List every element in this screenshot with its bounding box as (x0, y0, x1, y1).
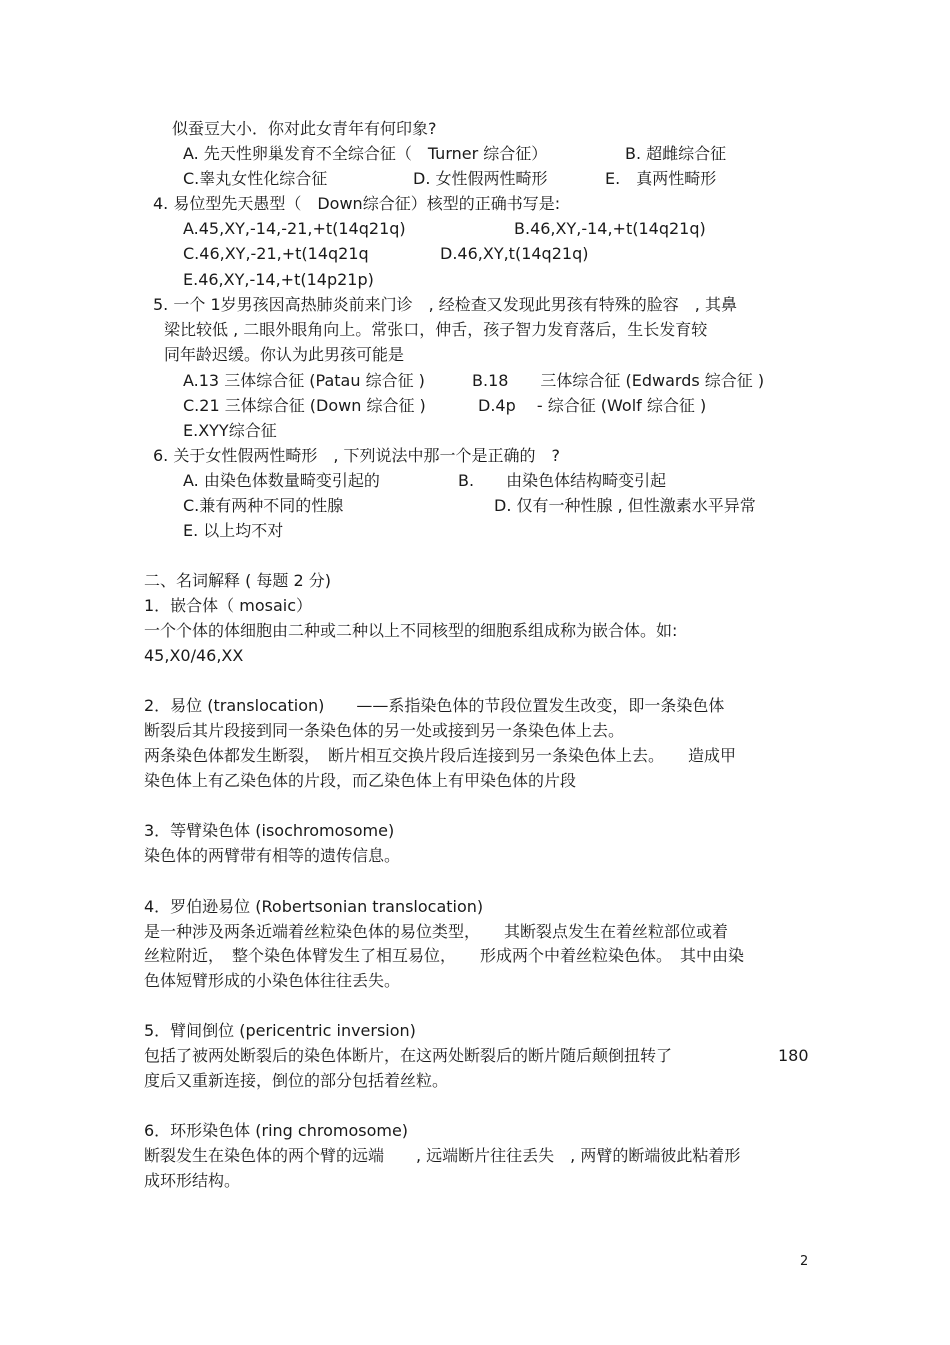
q3-stem-continuation: 似蚕豆大小．你对此女青年有何印象? (172, 119, 437, 138)
term4-definition-line3: 色体短臂形成的小染色体往往丢失。 (144, 971, 401, 990)
term6-title: 6．环形染色体 (ring chromosome) (144, 1121, 409, 1140)
term1-definition-line2: 45,X0/46,XX (144, 646, 244, 665)
q5-option-d: D.4p - 综合征 (Wolf 综合征 ) (478, 396, 707, 415)
q3-option-b: B. 超雌综合征 (625, 144, 727, 163)
q6-option-b: B. 由染色体结构畸变引起 (458, 471, 667, 490)
term5-definition-number: 180 (778, 1046, 809, 1065)
term2-definition-line3: 染色体上有乙染色体的片段，而乙染色体上有甲染色体的片段 (144, 771, 577, 790)
q4-option-b: B.46,XY,-14,+t(14q21q) (514, 219, 706, 238)
q5-option-b: B.18 三体综合征 (Edwards 综合征 ) (472, 371, 765, 390)
term1-title: 1．嵌合体（ mosaic） (144, 596, 313, 615)
q5-stem-line3: 同年龄迟缓。你认为此男孩可能是 (164, 345, 405, 364)
page-number: 2 (800, 1254, 809, 1269)
term4-definition-line2: 丝粒附近， 整个染色体臂发生了相互易位， 形成两个中着丝粒染色体。 其中由染 (144, 946, 745, 965)
q3-option-e: E. 真两性畸形 (605, 169, 717, 188)
term6-definition-line1: 断裂发生在染色体的两个臂的远端 , 远端断片往往丢失 , 两臂的断端彼此粘着形 (144, 1146, 741, 1165)
q4-option-d: D.46,XY,t(14q21q) (440, 244, 589, 263)
q6-stem: 6. 关于女性假两性畸形 , 下列说法中那一个是正确的 ? (153, 446, 561, 465)
term5-title: 5．臂间倒位 (pericentric inversion) (144, 1021, 416, 1040)
q5-stem-line1: 5. 一个 1岁男孩因高热肺炎前来门诊 , 经检查又发现此男孩有特殊的脸容 , 其鼻 (153, 295, 737, 314)
q6-option-e: E. 以上均不对 (183, 521, 284, 540)
q3-option-c: C.睾丸女性化综合征 (183, 169, 328, 188)
q6-option-a: A. 由染色体数量畸变引起的 (183, 471, 380, 490)
term3-definition-line1: 染色体的两臂带有相等的遗传信息。 (144, 846, 401, 865)
q6-option-c: C.兼有两种不同的性腺 (183, 496, 344, 515)
q3-option-d: D. 女性假两性畸形 (413, 169, 548, 188)
q5-stem-line2: 梁比较低 , 二眼外眼角向上。常张口，伸舌，孩子智力发育落后，生长发育较 (164, 320, 708, 339)
term4-definition-line1: 是一种涉及两条近端着丝粒染色体的易位类型， 其断裂点发生在着丝粒部位或着 (144, 922, 729, 941)
q3-option-a: A. 先天性卵巢发育不全综合征（ Turner 综合征） (183, 144, 548, 163)
term4-title: 4．罗伯逊易位 (Robertsonian translocation) (144, 897, 484, 916)
q4-stem: 4. 易位型先天愚型（ Down综合征）核型的正确书写是: (153, 194, 561, 213)
q5-option-a: A.13 三体综合征 (Patau 综合征 ) (183, 371, 425, 390)
q4-option-a: A.45,XY,-14,-21,+t(14q21q) (183, 219, 406, 238)
section-heading: 二、名词解释 ( 每题 2 分) (144, 571, 332, 590)
term2-definition-line2: 两条染色体都发生断裂， 断片相互交换片段后连接到另一条染色体上去。 造成甲 (144, 746, 737, 765)
term5-definition-line1: 包括了被两处断裂后的染色体断片，在这两处断裂后的断片随后颠倒扭转了 (144, 1046, 673, 1065)
term5-definition-line2: 度后又重新连接，倒位的部分包括着丝粒。 (144, 1071, 449, 1090)
q4-option-c: C.46,XY,-21,+t(14q21q (183, 244, 369, 263)
term3-title: 3．等臂染色体 (isochromosome) (144, 821, 395, 840)
q5-option-e: E.XYY综合征 (183, 421, 277, 440)
term2-title: 2．易位 (translocation) ——系指染色体的节段位置发生改变，即一条染色体 (144, 696, 725, 715)
term1-definition-line1: 一个个体的体细胞由二种或二种以上不同核型的细胞系组成称为嵌合体。如: (144, 621, 678, 640)
q6-option-d: D. 仅有一种性腺 , 但性激素水平异常 (494, 496, 756, 515)
q5-option-c: C.21 三体综合征 (Down 综合征 ) (183, 396, 426, 415)
term2-definition-line1: 断裂后其片段接到同一条染色体的另一处或接到另一条染色体上去。 (144, 721, 625, 740)
q4-option-e: E.46,XY,-14,+t(14p21p) (183, 270, 374, 289)
term6-definition-line2: 成环形结构。 (144, 1171, 241, 1190)
